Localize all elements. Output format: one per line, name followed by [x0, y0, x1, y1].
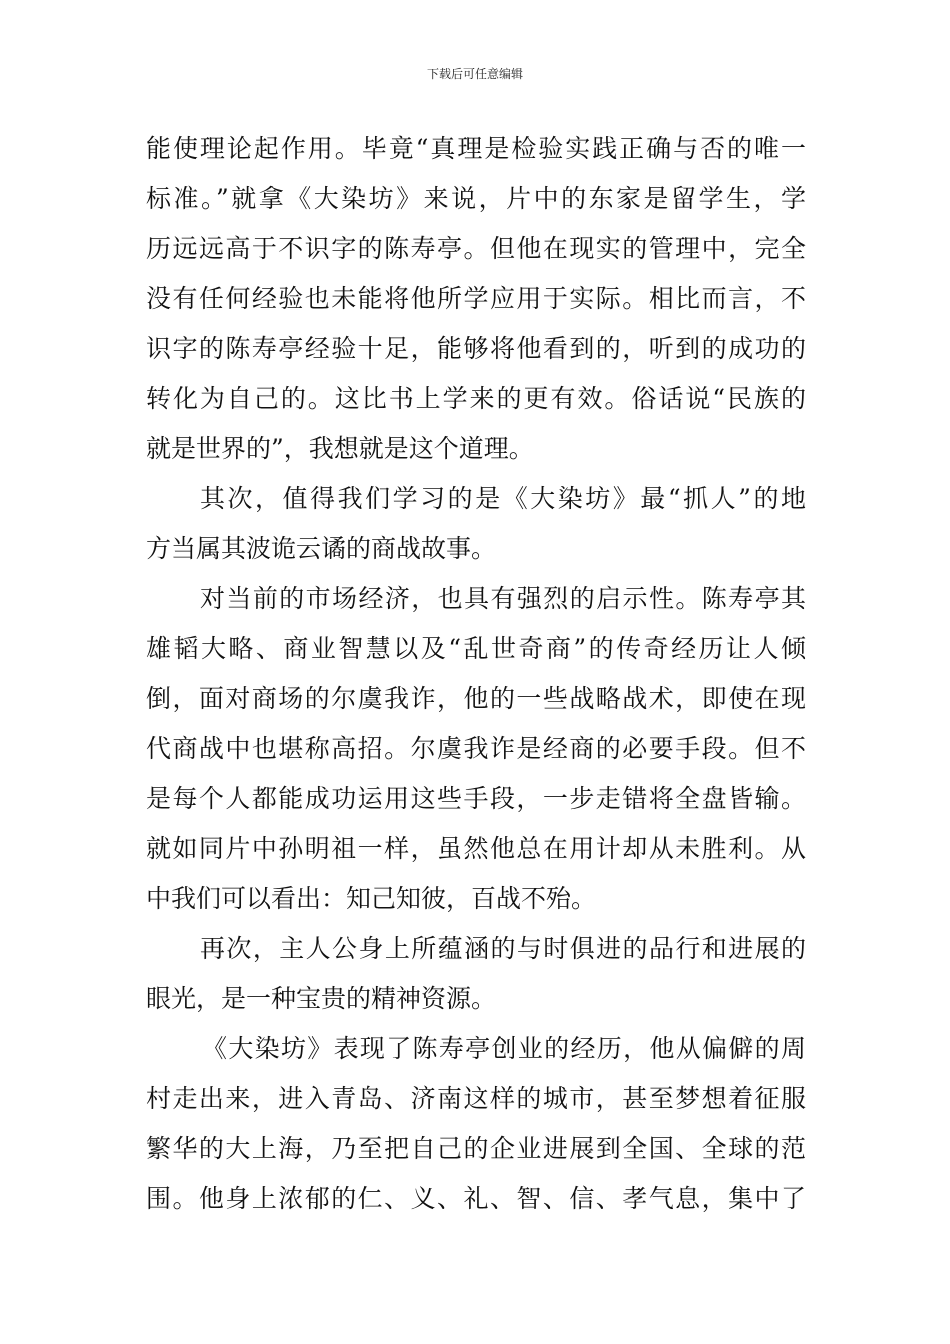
- text-line: 对当前的市场经济，也具有强烈的启示性。陈寿亭其: [200, 584, 806, 613]
- text-line: 眼光，是一种宝贵的精神资源。: [146, 984, 497, 1013]
- text-line: 历远远高于不识字的陈寿亭。但他在现实的管理中，完全: [146, 234, 806, 263]
- text-line: 《大染坊》表现了陈寿亭创业的经历，他从偏僻的周: [202, 1034, 806, 1063]
- page-header: 下载后可任意编辑: [426, 67, 523, 81]
- text-line: 倒，面对商场的尔虞我诈，他的一些战略战术，即使在现: [146, 684, 806, 713]
- text-line: 围。他身上浓郁的仁、义、礼、智、信、孝气息，集中了: [146, 1184, 806, 1213]
- text-line: 没有任何经验也未能将他所学应用于实际。相比而言，不: [146, 284, 806, 313]
- text-line: 能使理论起作用。毕竟“真理是检验实践正确与否的唯一: [146, 134, 806, 163]
- text-line: 标准。”就拿《大染坊》来说，片中的东家是留学生，学: [146, 184, 806, 213]
- text-line: 繁华的大上海，乃至把自己的企业进展到全国、全球的范: [146, 1134, 806, 1163]
- text-line: 中我们可以看出：知己知彼，百战不殆。: [146, 884, 597, 913]
- text-line: 代商战中也堪称高招。尔虞我诈是经商的必要手段。但不: [146, 734, 806, 763]
- text-line: 其次，值得我们学习的是《大染坊》最“抓人”的地: [200, 484, 806, 513]
- text-line: 识字的陈寿亭经验十足，能够将他看到的，听到的成功的: [146, 334, 806, 363]
- text-line: 方当属其波诡云谲的商战故事。: [146, 534, 497, 563]
- text-line: 再次，主人公身上所蕴涵的与时俱进的品行和进展的: [200, 934, 806, 963]
- text-line: 是每个人都能成功运用这些手段，一步走错将全盘皆输。: [146, 784, 806, 813]
- text-line: 雄韬大略、商业智慧以及“乱世奇商”的传奇经历让人倾: [146, 634, 806, 663]
- text-line: 就如同片中孙明祖一样，虽然他总在用计却从未胜利。从: [146, 834, 806, 863]
- text-line: 就是世界的”，我想就是这个道理。: [146, 434, 534, 463]
- text-line: 转化为自己的。这比书上学来的更有效。俗话说“民族的: [146, 384, 806, 413]
- body-text: [146, 124, 806, 1224]
- text-line: 村走出来，进入青岛、济南这样的城市，甚至梦想着征服: [146, 1084, 806, 1113]
